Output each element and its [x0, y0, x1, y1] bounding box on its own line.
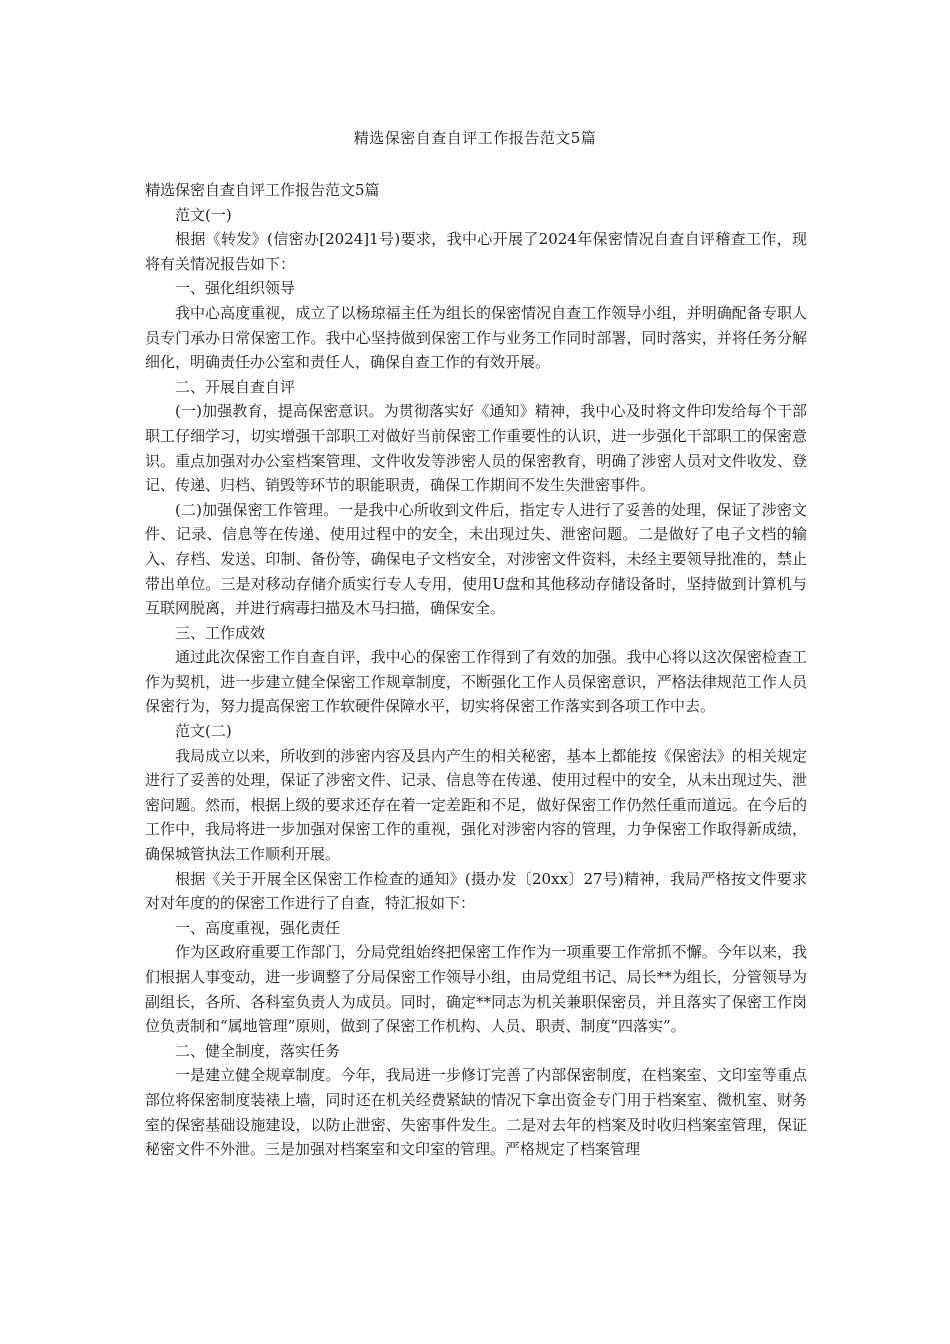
paragraph: (二)加强保密工作管理。一是我中心所收到文件后，指定专人进行了妥善的处理，保证了涉密文件、记录、信息等在传递、使用过程中的安全，未出现过失、泄密问题。二是做好了电子文档的输入、存档、发送、印制、备份等，确保电子文档安全，对涉密文件资料，未经主要领导批准的，禁止带出单位。三是对移动存储介质实行专人专用，使用U盘和其他移动存储设备时，坚持做到计算机与互联网脱离，并进行病毒扫描及木马扫描，确保安全。 — [145, 500, 807, 618]
paragraph: 根据《关于开展全区保密工作检查的通知》(摄办发〔20xx〕27号)精神，我局严格按文件要求对对年度的的保密工作进行了自查，特汇报如下： — [145, 869, 807, 913]
section-heading-sample-2: 范文(二) — [175, 722, 232, 741]
section-heading: 三、工作成效 — [175, 623, 266, 642]
section-heading: 二、健全制度，落实任务 — [175, 1041, 341, 1060]
section-heading-sample-1: 范文(一) — [175, 205, 232, 224]
document-title: 精选保密自查自评工作报告范文5篇 — [353, 129, 597, 147]
paragraph: 作为区政府重要工作部门，分局党组始终把保密工作作为一项重要工作常抓不懈。今年以来，我们根据人事变动，进一步调整了分局保密工作领导小组，由局党组书记、局长**为组长，分管领导为副组长，各所、各科室负责人为成员。同时，确定**同志为机关兼职保密员，并且落实了保密工作岗位负责制和“属地管理”原则，做到了保密工作机构、人员、职责、制度“四落实”。 — [145, 943, 807, 1036]
paragraph: 通过此次保密工作自查自评，我中心的保密工作得到了有效的加强。我中心将以这次保密检查工作为契机，进一步建立健全保密工作规章制度，不断强化工作人员保密意识，严格法律规范工作人员保密行为，努力提高保密工作软硬件保障水平，切实将保密工作落实到各项工作中去。 — [145, 648, 807, 716]
paragraph: (一)加强教育，提高保密意识。为贯彻落实好《通知》精神，我中心及时将文件印发给每个干部职工仔细学习，切实增强干部职工对做好当前保密工作重要性的认识，进一步强化干部职工的保密意识。重点加强对办公室档案管理、文件收发等涉密人员的保密教育，明确了涉密人员对文件收发、登记、传递、归档、销毁等环节的职能职责，确保工作期间不发生失泄密事件。 — [145, 402, 807, 495]
document-body — [145, 178, 807, 1162]
section-heading: 二、开展自查自评 — [175, 377, 296, 396]
paragraph: 我局成立以来，所收到的涉密内容及县内产生的相关秘密，基本上都能按《保密法》的相关规定进行了妥善的处理，保证了涉密文件、记录、信息等在传递、使用过程中的安全，从未出现过失、泄密问题。然而，根据上级的要求还存在着一定差距和不足，做好保密工作仍然任重而道远。在今后的工作中，我局将进一步加强对保密工作的重视，强化对涉密内容的管理，力争保密工作取得新成绩，确保城管执法工作顺利开展。 — [145, 746, 807, 864]
section-heading: 一、高度重视，强化责任 — [175, 918, 341, 937]
section-heading: 一、强化组织领导 — [175, 279, 296, 298]
paragraph: 我中心高度重视，成立了以杨琼福主任为组长的保密情况自查工作领导小组，并明确配备专职人员专门承办日常保密工作。我中心坚持做到保密工作与业务工作同时部署，同时落实，并将任务分解细化，明确责任办公室和责任人，确保自查工作的有效开展。 — [145, 303, 807, 372]
paragraph: 根据《转发》(信密办[2024]1号)要求，我中心开展了2024年保密情况自查自评稽查工作，现将有关情况报告如下： — [145, 230, 807, 273]
paragraph: 一是建立健全规章制度。今年，我局进一步修订完善了内部保密制度，在档案室、文印室等重点部位将保密制度装裱上墙，同时还在机关经费紧缺的情况下拿出资金专门用于档案室、微机室、财务室的保密基础设施建设，以防止泄密、失密事件发生。二是对去年的档案及时收归档案室管理，保证秘密文件不外泄。三是加强对档案室和文印室的管理。严格规定了档案管理 — [145, 1066, 807, 1159]
document-subtitle: 精选保密自查自评工作报告范文5篇 — [145, 181, 380, 199]
